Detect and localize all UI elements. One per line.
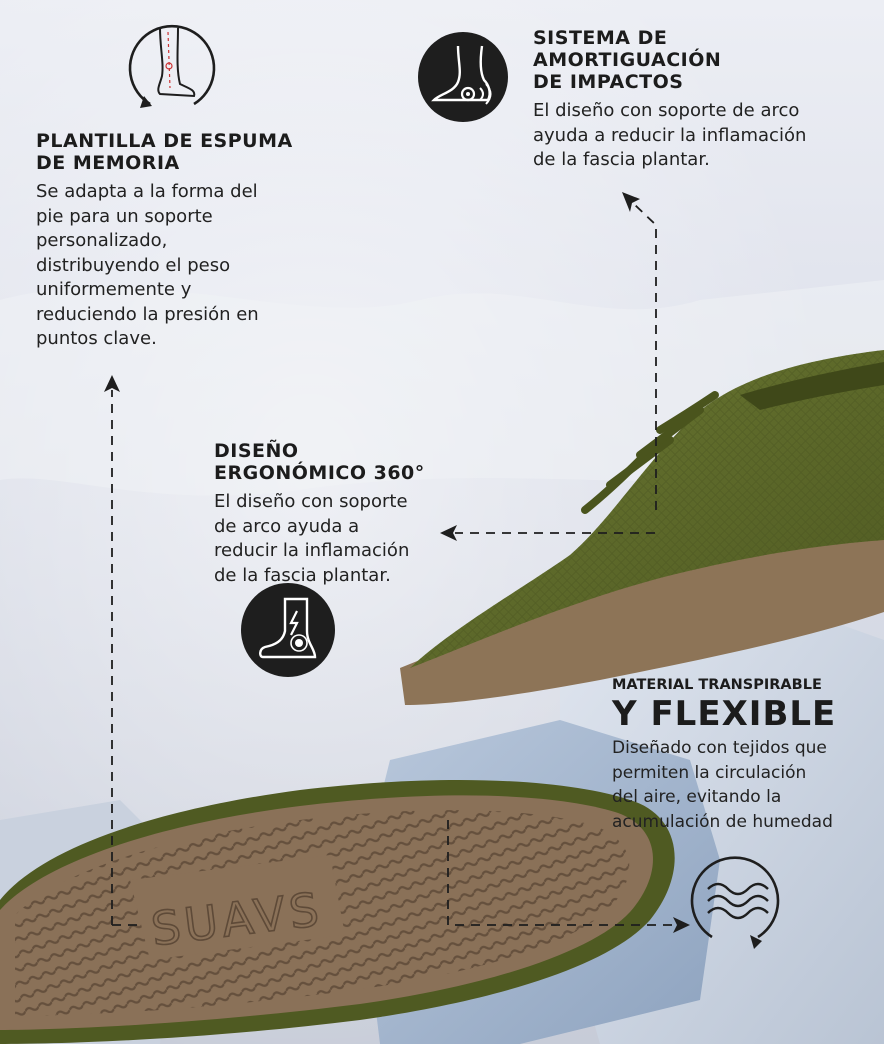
feature-memoria-text [36, 180, 336, 352]
text-line: permiten la circulación [612, 762, 807, 783]
feature-amortiguacion [533, 27, 878, 173]
feature-amortiguacion-title-2: AMORTIGUACIÓN [533, 49, 722, 71]
feature-transpirable-title-1: MATERIAL TRANSPIRABLE [612, 677, 822, 693]
feature-memoria [36, 130, 336, 352]
feature-memoria-title-1: PLANTILLA DE ESPUMA [36, 130, 293, 152]
feature-ergonomico [214, 440, 454, 588]
text-line: puntos clave. [36, 328, 157, 349]
text-line: reducir la inflamación [214, 540, 410, 561]
text-line: ayuda a reducir la inflamación [533, 124, 807, 146]
text-line: de la fascia plantar. [214, 564, 391, 586]
feature-amortiguacion-title-1: SISTEMA DE [533, 27, 668, 49]
ankle-pain-icon [241, 583, 335, 677]
text-line: distribuyendo el peso [36, 254, 231, 276]
feature-transpirable-title-2: Y FLEXIBLE [612, 694, 837, 734]
sole-brand-text: SUAVS [148, 881, 326, 957]
text-line: El diseño con soporte de arco [533, 100, 800, 121]
heel-impact-icon [418, 32, 508, 122]
feature-transpirable-text [612, 736, 880, 834]
text-line: uniformemente y [36, 279, 192, 300]
text-line: Se adapta a la forma del [36, 181, 258, 202]
feature-transpirable [612, 676, 880, 834]
feature-amortiguacion-title-3: DE IMPACTOS [533, 71, 684, 93]
feature-ergonomico-title-1: DISEÑO [214, 440, 299, 462]
feature-ergonomico-title-2: ERGONÓMICO 360° [214, 462, 425, 484]
feature-amortiguacion-text [533, 99, 878, 173]
text-line: de arco ayuda a [214, 515, 360, 537]
feature-ergonomico-text [214, 490, 454, 588]
text-line: del aire, evitando la [612, 787, 782, 807]
text-line: de la fascia plantar. [533, 149, 710, 170]
text-line: pie para un soporte [36, 205, 213, 227]
text-line: personalizado, [36, 230, 168, 251]
text-line: reduciendo la presión en [36, 303, 259, 325]
feature-memoria-title-2: DE MEMORIA [36, 152, 180, 174]
text-line: Diseñado con tejidos que [612, 738, 827, 758]
text-line: acumulación de humedad [612, 811, 833, 832]
text-line: El diseño con soporte [214, 491, 408, 512]
